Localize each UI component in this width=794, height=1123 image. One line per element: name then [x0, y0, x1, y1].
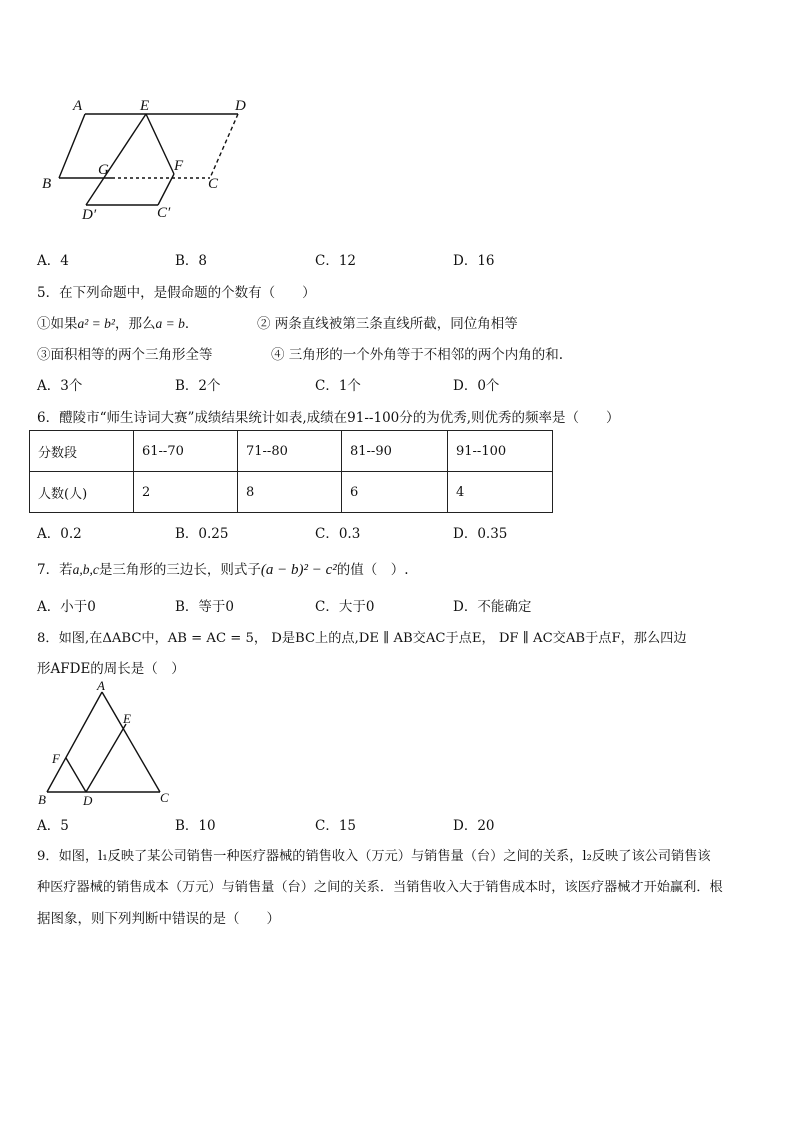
q7-option-b[interactable]: B．等于0	[175, 599, 235, 615]
segment-AB	[47, 692, 102, 792]
q5-option-d[interactable]: D．0个	[453, 378, 500, 394]
label-C: C	[160, 790, 169, 805]
q8-option-d[interactable]: D．20	[453, 818, 495, 834]
q9-stem-line3: 据图象，则下列判断中错误的是（ ）	[37, 911, 280, 927]
q4-option-d[interactable]: D．16	[453, 253, 495, 269]
q7-vars: a,b,c	[72, 562, 99, 577]
segment-ED-prime	[86, 114, 146, 205]
segment-EF	[146, 114, 174, 174]
q5-statement-4: ④ 三角形的一个外角等于不相邻的两个内角的和.	[271, 347, 564, 363]
figure-triangle-abc	[30, 678, 190, 808]
table-cell: 2	[134, 472, 238, 513]
q7-option-d[interactable]: D．不能确定	[453, 599, 532, 615]
q6-option-a[interactable]: A．0.2	[37, 526, 82, 542]
q7-stem	[37, 558, 409, 579]
table-header-row	[30, 431, 553, 472]
q6-option-d[interactable]: D．0.35	[453, 526, 508, 542]
q8-option-c[interactable]: C．15	[315, 818, 357, 834]
table-row	[30, 472, 553, 513]
label-G: G	[98, 162, 109, 178]
label-E: E	[123, 711, 131, 726]
q7-num: 7．若	[37, 562, 73, 578]
label-F: F	[52, 751, 60, 766]
q8-stem-line1: 8．如图,在ΔABC中，AB = AC = 5， D是BC上的点,DE ∥ AB交AC于点E， DF ∥ AC交AB于点F，那么四边	[37, 631, 687, 646]
q5-s1-prefix: ①如果	[37, 316, 78, 332]
label-A: A	[97, 678, 105, 693]
label-F: F	[174, 158, 184, 174]
table-cell: 8	[238, 472, 342, 513]
q5-s1-end: ．	[184, 316, 199, 332]
q6-score-table	[29, 430, 553, 513]
label-B: B	[42, 176, 52, 192]
table-cell: 81--90	[342, 431, 448, 472]
segment-DE	[86, 724, 126, 792]
q5-s1-math2: a = b	[155, 316, 185, 331]
q7-end: 的值（ ）.	[336, 562, 409, 578]
table-cell: 61--70	[134, 431, 238, 472]
q5-statement-3: ③面积相等的两个三角形全等	[37, 347, 213, 363]
q5-option-b[interactable]: B．2个	[175, 378, 221, 394]
q4-option-c[interactable]: C．12	[315, 253, 357, 269]
label-C: C	[208, 176, 219, 192]
q5-s1-mid: ，那么	[114, 316, 156, 332]
label-A: A	[73, 98, 83, 114]
q9-stem-line1: 9．如图，l₁反映了某公司销售一种医疗器械的销售收入（万元）与销售量（台）之间的关系，l₂反映了该公司销售该	[37, 849, 711, 864]
q7-expr: (a − b)² − c²	[260, 562, 337, 578]
segment-AB	[59, 114, 85, 178]
segment-AC	[102, 692, 160, 792]
table-cell: 71--80	[238, 431, 342, 472]
q5-option-a[interactable]: A．3个	[37, 378, 83, 394]
label-B: B	[38, 792, 46, 807]
table-cell: 分数段	[30, 431, 134, 472]
label-D: D	[83, 793, 93, 808]
label-C-prime: C′	[157, 205, 171, 221]
segment-DC-dashed	[210, 114, 238, 178]
q7-option-c[interactable]: C．大于0	[315, 599, 375, 615]
q6-stem: 6．醴陵市“师生诗词大赛”成绩结果统计如表,成绩在91--100分的为优秀,则优秀的频率是（ ）	[37, 410, 620, 426]
q7-mid: 是三角形的三边长，则式子	[98, 562, 261, 578]
table-cell: 91--100	[448, 431, 553, 472]
label-E: E	[140, 98, 150, 114]
q8-option-b[interactable]: B．10	[175, 818, 216, 834]
table-cell: 人数(人)	[30, 472, 134, 513]
q9-stem-line2: 种医疗器械的销售成本（万元）与销售量（台）之间的关系．当销售收入大于销售成本时，该医疗器械才开始赢利．根	[37, 880, 723, 895]
q5-statement-1	[37, 312, 198, 332]
q8-option-a[interactable]: A．5	[37, 818, 69, 834]
table-cell: 4	[448, 472, 553, 513]
segment-DF	[66, 758, 86, 792]
figure-parallelogram	[30, 90, 270, 230]
q8-stem-line2: 形AFDE的周长是（ ）	[37, 661, 185, 677]
q6-option-c[interactable]: C．0.3	[315, 526, 361, 542]
q5-option-c[interactable]: C．1个	[315, 378, 361, 394]
label-D: D	[235, 98, 246, 114]
q6-option-b[interactable]: B．0.25	[175, 526, 229, 542]
q5-stem: 5．在下列命题中，是假命题的个数有（ ）	[37, 285, 316, 301]
q5-s1-math: a² = b²	[77, 316, 115, 331]
q5-statement-2: ② 两条直线被第三条直线所截，同位角相等	[257, 316, 518, 332]
q7-option-a[interactable]: A．小于0	[37, 599, 96, 615]
q4-option-b[interactable]: B．8	[175, 253, 208, 269]
q4-option-a[interactable]: A．4	[37, 253, 69, 269]
table-cell: 6	[342, 472, 448, 513]
label-D-prime: D′	[82, 207, 97, 223]
